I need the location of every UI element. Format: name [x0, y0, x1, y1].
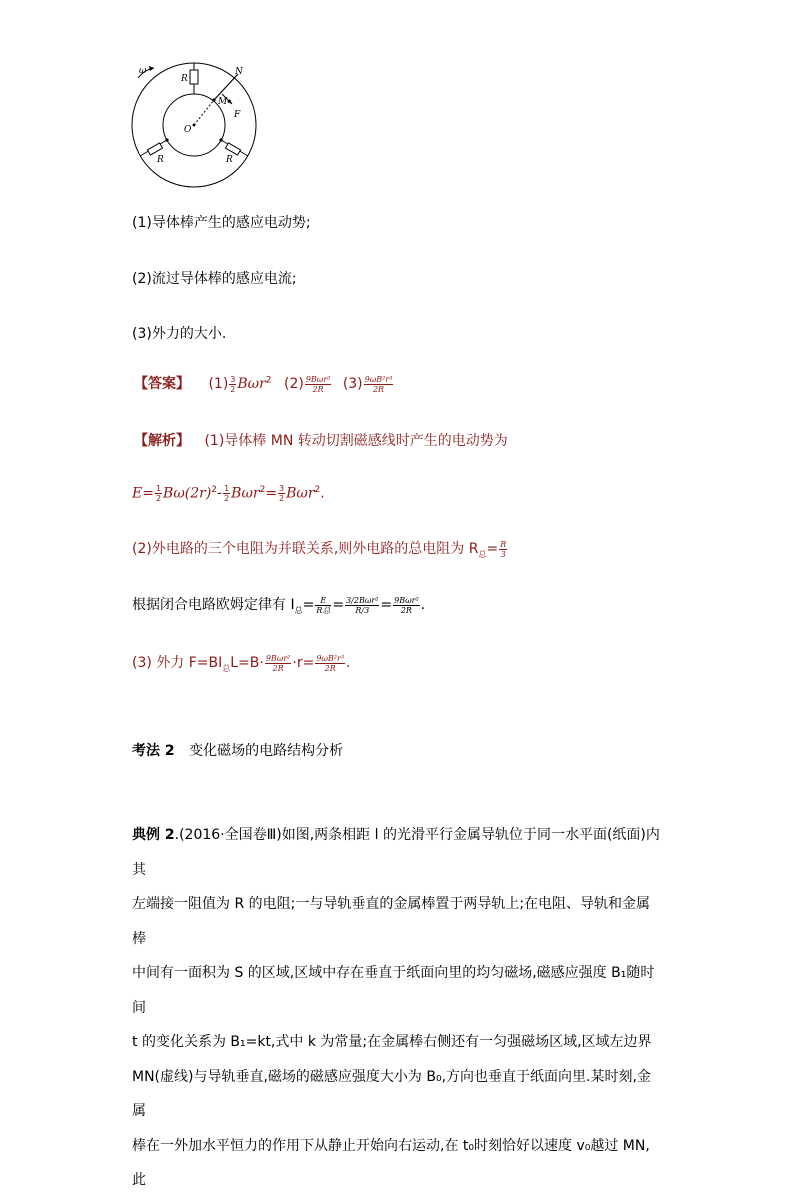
example-line-4: t 的变化关系为 B₁=kt,式中 k 为常量;在金属棒右侧还有一匀强磁场区域,区域左边界: [132, 1034, 652, 1050]
label-r-top: R: [181, 74, 188, 84]
section-heading: [132, 740, 343, 760]
example-line-1: 典例 2.(2016·全国卷Ⅲ)如图,两条相距 l 的光滑平行金属导轨位于同一水平面(纸面)内其: [132, 827, 660, 878]
question-2: (2)流过导体棒的感应电流;: [132, 271, 297, 287]
label-f: F: [234, 110, 241, 120]
label-omega: ω: [139, 66, 147, 76]
analysis-line-5: (3) 外力 $F=BI_总L=B\cdot$ $\frac{\text{9Bωr²}}{2R}$ ·r= $\frac{\text{9ωB²r³}}{2R}$ .: [132, 653, 351, 673]
label-m: M: [218, 97, 228, 107]
question-1: (1)导体棒产生的感应电动势;: [132, 215, 311, 231]
label-r-right: R: [226, 155, 233, 165]
answer-line: 【答案】 (1) $\frac{3}{2}$ Bωr$^2$ (2) $\frac{\text{9Bωr²}}{2R}$ (3) $\frac{\text{9ωB²r³}}{2R}$: [134, 374, 393, 394]
example-line-5: MN(虚线)与导轨垂直,磁场的磁感应强度大小为 B₀,方向也垂直于纸面向里.某时刻,金属: [132, 1068, 651, 1119]
question-3: (3)外力的大小.: [132, 326, 227, 342]
answer-1-fraction: $\frac{3}{2}$: [230, 374, 236, 394]
example-label: 典例 2: [132, 827, 175, 843]
analysis-line-1: 【解析】 (1)导体棒 MN 转动切割磁感线时产生的电动势为: [134, 433, 508, 449]
analysis-line-2: E= $\frac{1}{2}$ $B\omega(2r)^2-$ $\frac{1}{2}$ Bωr$^2$= $\frac{3}{2}$ Bωr$^2$.: [132, 484, 325, 503]
analysis-line-4: 根据闭合电路欧姆定律有 $I_总=$ $\frac{E}{\text{R总}}$ = $\frac{\text{3/2Bωr²}}{R/3}$ = $\frac{\text{9Bωr²}}{2R}$ .: [132, 595, 426, 615]
circuit-figure: [128, 60, 276, 190]
ring-circuit-diagram: [128, 60, 276, 190]
section-label: 考法 2: [132, 743, 175, 759]
label-r-left: R: [157, 155, 164, 165]
label-o: O: [184, 125, 192, 135]
example-line-6: 棒在一外加水平恒力的作用下从静止开始向右运动,在 t₀时刻恰好以速度 v₀越过 MN,此: [132, 1137, 650, 1188]
analysis-label: 【解析】: [134, 433, 190, 449]
resistor-right: [225, 143, 240, 155]
label-n: N: [235, 67, 243, 77]
answer-3-fraction: $\frac{\text{9ωB²r³}}{2R}$: [364, 374, 393, 394]
answer-label: 【答案】: [134, 376, 190, 392]
example-paragraph: [132, 818, 662, 1198]
section-title: 变化磁场的电路结构分析: [189, 743, 344, 759]
answer-2-fraction: $\frac{\text{9Bωr²}}{2R}$: [305, 374, 331, 394]
example-line-2: 左端接一阻值为 R 的电阻;一与导轨垂直的金属棒置于两导轨上;在电阻、导轨和金属棒: [132, 896, 651, 947]
resistor-top: [190, 70, 198, 84]
analysis-line-3: (2)外电路的三个电阻为并联关系,则外电路的总电阻为 $R_总=$ $\frac{R}{3}$: [132, 539, 507, 559]
resistor-left: [147, 143, 162, 155]
example-line-3: 中间有一面积为 S 的区域,区域中存在垂直于纸面向里的均匀磁场,磁感应强度 B₁随时间: [132, 965, 655, 1016]
